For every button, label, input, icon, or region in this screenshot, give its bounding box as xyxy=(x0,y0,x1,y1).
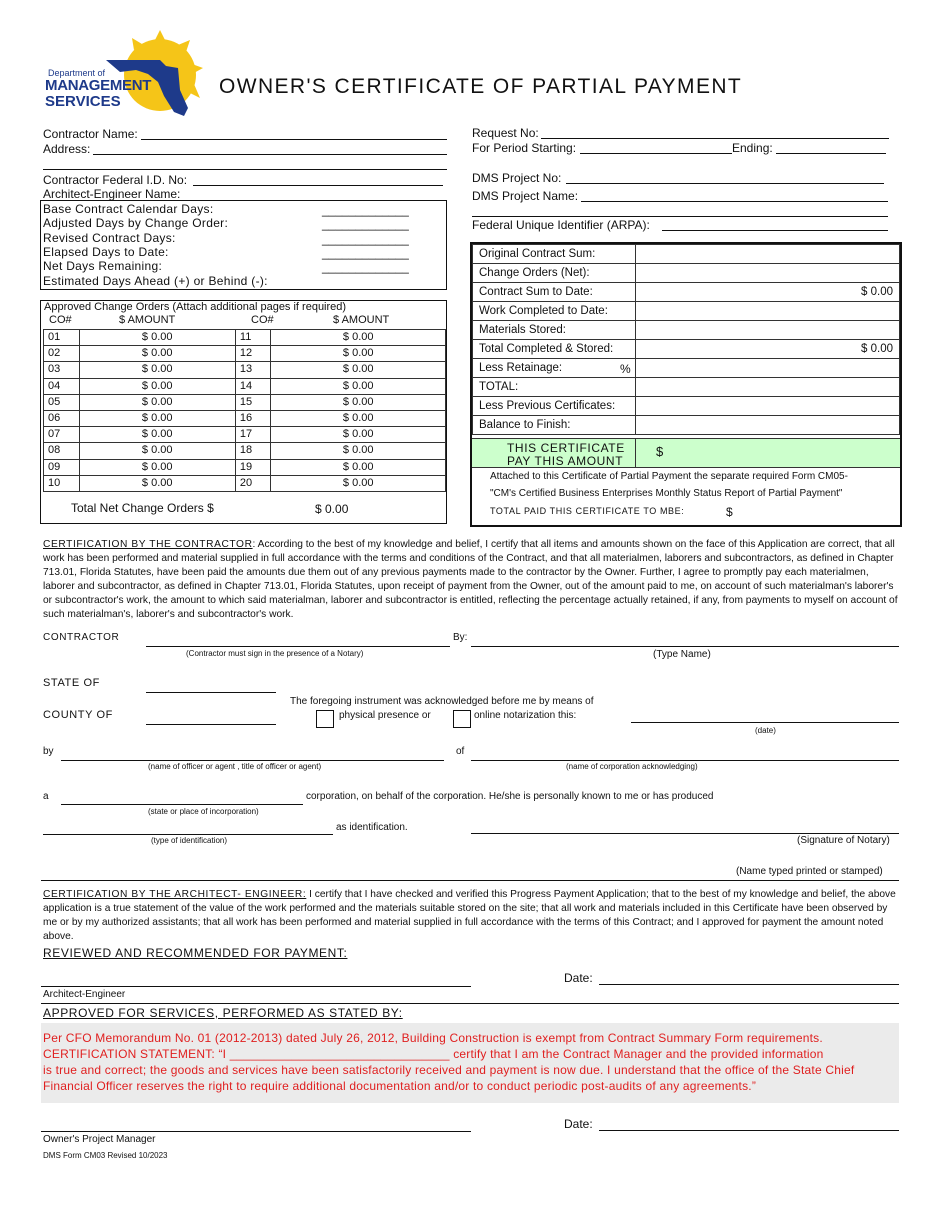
logo-line2: MANAGEMENT xyxy=(45,77,152,94)
summary-value[interactable] xyxy=(636,378,900,397)
co-number[interactable]: 17 xyxy=(235,427,271,443)
dms-logo xyxy=(40,30,210,120)
days-field[interactable]: _____________ xyxy=(322,217,409,232)
pay-line-1: THIS CERTIFICATE xyxy=(507,441,625,455)
physical-presence-checkbox[interactable] xyxy=(316,710,334,728)
table-row xyxy=(44,410,446,426)
corporation-text: corporation, on behalf of the corporation. He/she is personally known to me or has produced xyxy=(306,791,714,802)
dms-project-name-field-2[interactable] xyxy=(472,216,888,217)
cert-architect-paragraph xyxy=(43,888,899,944)
mbe-dollar: $ xyxy=(726,505,733,519)
federal-id-label: Contractor Federal I.D. No: xyxy=(43,173,188,187)
table-row xyxy=(44,475,446,491)
co-number[interactable]: 03 xyxy=(44,362,80,378)
pay-amount-row xyxy=(472,438,900,468)
summary-label: Materials Stored: xyxy=(473,321,636,340)
summary-label: Less Previous Certificates: xyxy=(473,397,636,416)
summary-value[interactable] xyxy=(636,302,900,321)
identification-note: (type of identification) xyxy=(151,836,228,845)
owner-date-field[interactable] xyxy=(599,1130,899,1131)
ending-field[interactable] xyxy=(776,153,886,154)
co-number[interactable]: 09 xyxy=(44,459,80,475)
dms-project-name-label: DMS Project Name: xyxy=(472,189,579,203)
summary-row xyxy=(473,416,900,435)
pay-line-2: PAY THIS AMOUNT xyxy=(507,454,624,468)
county-of-label: COUNTY OF xyxy=(43,709,113,721)
cert-architect-text: I certify that I have checked and verified this Progress Payment Application; that to the best of my knowledge and belief, the above application is a true statement of the value of the work performed and the materials suitable stored on the site; that all work and materials included in this Certificate have been observed by me or by my authorized assistants; that all work has been performed and material supplied in full accordance with the terms of this Contract; and I approved for payment the amount noted above. xyxy=(43,889,896,942)
summary-value[interactable] xyxy=(636,359,900,378)
cert-contractor-paragraph xyxy=(43,538,899,622)
summary-value[interactable] xyxy=(636,321,900,340)
table-row xyxy=(44,459,446,475)
by-officer-label: by xyxy=(43,746,54,757)
acknowledged-text: The foregoing instrument was acknowledged before me by means of xyxy=(290,696,594,707)
summary-value[interactable]: $ 0.00 xyxy=(636,283,900,302)
owner-pm-label: Owner's Project Manager xyxy=(43,1134,156,1145)
officer-note: (name of officer or agent , title of officer or agent) xyxy=(148,762,322,771)
co-number[interactable]: 07 xyxy=(44,427,80,443)
reviewed-heading: REVIEWED AND RECOMMENDED FOR PAYMENT: xyxy=(43,946,348,960)
federal-id-field[interactable] xyxy=(193,185,443,186)
federal-uid-field[interactable] xyxy=(662,230,888,231)
request-no-label: Request No: xyxy=(472,126,539,140)
co-number[interactable]: 01 xyxy=(44,330,80,346)
co-amount[interactable]: $ 0.00 xyxy=(271,443,446,459)
section-divider-2 xyxy=(41,1003,899,1004)
co-number[interactable]: 11 xyxy=(235,330,271,346)
summary-label: TOTAL: xyxy=(473,378,636,397)
state-incorporation-note: (state or place of incorporation) xyxy=(148,807,259,816)
co-number[interactable]: 12 xyxy=(235,346,271,362)
corporation-note: (name of corporation acknowledging) xyxy=(566,762,698,771)
state-incorporation-field[interactable] xyxy=(61,804,303,805)
officer-field[interactable] xyxy=(61,760,444,761)
days-box xyxy=(40,200,447,290)
co-number[interactable]: 13 xyxy=(235,362,271,378)
identification-field[interactable] xyxy=(43,834,333,835)
summary-table xyxy=(472,244,900,435)
table-row xyxy=(44,378,446,394)
summary-value[interactable] xyxy=(636,245,900,264)
dms-project-name-field[interactable] xyxy=(581,201,888,202)
federal-uid-label: Federal Unique Identifier (ARPA): xyxy=(472,218,650,232)
co-amount[interactable]: $ 0.00 xyxy=(271,346,446,362)
co-amount[interactable]: $ 0.00 xyxy=(79,362,235,378)
owner-date-label: Date: xyxy=(564,1117,593,1131)
period-starting-field[interactable] xyxy=(580,153,732,154)
summary-value[interactable]: $ 0.00 xyxy=(636,340,900,359)
cert-contractor-heading: CERTIFICATION BY THE CONTRACTOR xyxy=(43,539,253,550)
co-number[interactable]: 15 xyxy=(235,394,271,410)
co-header-right: CO# xyxy=(251,314,274,326)
architect-date-field[interactable] xyxy=(599,984,899,985)
retainage-percent: % xyxy=(620,362,631,376)
cert-architect-heading: CERTIFICATION BY THE ARCHITECT- ENGINEER: xyxy=(43,889,307,900)
summary-row xyxy=(473,245,900,264)
co-number[interactable]: 14 xyxy=(235,378,271,394)
days-field[interactable]: _____________ xyxy=(322,203,409,217)
co-amount[interactable]: $ 0.00 xyxy=(79,459,235,475)
summary-label: Balance to Finish: xyxy=(473,416,636,435)
table-row xyxy=(44,427,446,443)
days-label: Base Contract Calendar Days: xyxy=(43,202,214,216)
summary-label: Less Retainage: xyxy=(473,359,636,378)
attach-line-1: Attached to this Certificate of Partial Payment the separate required Form CM05- xyxy=(490,471,848,482)
section-divider-1 xyxy=(41,880,899,881)
change-orders-caption: Approved Change Orders (Attach additional pages if required) xyxy=(44,301,347,313)
summary-row xyxy=(473,283,900,302)
co-amount[interactable]: $ 0.00 xyxy=(79,394,235,410)
summary-value[interactable] xyxy=(636,264,900,283)
as-identification-label: as identification. xyxy=(336,822,408,833)
co-amount[interactable]: $ 0.00 xyxy=(271,378,446,394)
form-id: DMS Form CM03 Revised 10/2023 xyxy=(43,1151,168,1160)
summary-row xyxy=(473,397,900,416)
county-of-field[interactable] xyxy=(146,724,276,725)
co-number[interactable]: 10 xyxy=(44,475,80,491)
summary-row xyxy=(473,359,900,378)
days-field[interactable]: _____________ xyxy=(322,231,409,246)
co-number[interactable]: 02 xyxy=(44,346,80,362)
notary-signature-note: (Signature of Notary) xyxy=(797,835,890,846)
co-amount[interactable]: $ 0.00 xyxy=(271,475,446,491)
amount-header-left: $ AMOUNT xyxy=(119,314,176,326)
summary-row xyxy=(473,302,900,321)
co-number[interactable]: 05 xyxy=(44,394,80,410)
notary-name-note: (Name typed printed or stamped) xyxy=(736,866,883,877)
cfo-line-3: is true and correct; the goods and services have been satisfactorily received and payment is now due. I understand that the office of the State Chief xyxy=(43,1063,855,1077)
total-net-change-value: $ 0.00 xyxy=(315,502,349,516)
summary-value[interactable] xyxy=(636,397,900,416)
cfo-statement-block xyxy=(41,1023,899,1103)
table-row xyxy=(44,346,446,362)
request-no-field[interactable] xyxy=(541,138,889,139)
summary-label: Work Completed to Date: xyxy=(473,302,636,321)
architect-engineer-label: Architect-Engineer xyxy=(43,989,126,1000)
change-orders-table xyxy=(43,329,446,492)
summary-label: Contract Sum to Date: xyxy=(473,283,636,302)
contractor-label: CONTRACTOR xyxy=(43,632,120,643)
days-label: Adjusted Days by Change Order: xyxy=(43,216,229,231)
address-field-2[interactable] xyxy=(43,169,447,170)
architect-date-label: Date: xyxy=(564,971,593,985)
summary-row xyxy=(473,340,900,359)
co-number[interactable]: 04 xyxy=(44,378,80,394)
cfo-line-4: Financial Officer reserves the right to require additional documentation and/or to conduct periodic post-audits of any agreements.” xyxy=(43,1079,757,1093)
online-notarization-checkbox[interactable] xyxy=(453,710,471,728)
contractor-signature-line[interactable] xyxy=(146,646,450,647)
table-row xyxy=(44,394,446,410)
summary-row xyxy=(473,378,900,397)
logo-line1: Department of xyxy=(48,68,106,78)
notary-date-field[interactable] xyxy=(631,722,899,723)
days-label: Revised Contract Days: xyxy=(43,230,176,245)
state-of-label: STATE OF xyxy=(43,677,100,689)
co-amount[interactable]: $ 0.00 xyxy=(271,427,446,443)
notary-date-note: (date) xyxy=(755,726,776,735)
type-name-note: (Type Name) xyxy=(653,649,711,660)
days-field[interactable]: _____________ xyxy=(322,260,409,275)
dms-project-no-label: DMS Project No: xyxy=(472,171,562,185)
cert-contractor-text: : According to the best of my knowledge and belief, I certify that all items and amounts shown on the face of this Application are correct, that all work has been performed and material supplied in full accordance with the terms and conditions of the Contract, and that all materialmen, laborers and subcontractors, as defined in Chapter 713.01, Florida Statutes, have been paid the amounts due them out of any previous payments made to the contractor by the Owner. Further, I agree to promptly pay each materialmen, laborer and subcontractor, as defined in Chapter 713.01, Florida Statutes, upon receipt of payment from the Owner, out of the amount paid to me, on account of such materialman's laborer's or subcontractor's work, the amount to which said materialman, laborer and subcontractor is entitled, reflecting the percentage actually retained, if any, from payments to myself on account of such materialman's, laborer's and subcontractor's work. xyxy=(43,539,898,620)
summary-row xyxy=(473,321,900,340)
table-row xyxy=(44,443,446,459)
co-number[interactable]: 19 xyxy=(235,459,271,475)
co-amount[interactable]: $ 0.00 xyxy=(79,330,235,346)
mbe-label: TOTAL PAID THIS CERTIFICATE TO MBE: xyxy=(490,506,685,516)
co-amount[interactable]: $ 0.00 xyxy=(79,427,235,443)
co-amount[interactable]: $ 0.00 xyxy=(271,459,446,475)
table-row xyxy=(44,330,446,346)
co-number[interactable]: 08 xyxy=(44,443,80,459)
by-label: By: xyxy=(453,632,468,643)
summary-label: Change Orders (Net): xyxy=(473,264,636,283)
contractor-name-field[interactable] xyxy=(141,139,447,140)
attach-line-2: "CM's Certified Business Enterprises Monthly Status Report of Partial Payment" xyxy=(490,488,843,499)
approved-heading: APPROVED FOR SERVICES, PERFORMED AS STATED BY: xyxy=(43,1006,403,1020)
notary-signature-line[interactable] xyxy=(471,833,899,834)
co-amount[interactable]: $ 0.00 xyxy=(79,475,235,491)
amount-header-right: $ AMOUNT xyxy=(333,314,390,326)
change-orders-box xyxy=(40,300,447,524)
co-amount[interactable]: $ 0.00 xyxy=(79,346,235,362)
table-row xyxy=(44,362,446,378)
type-name-line[interactable] xyxy=(471,646,899,647)
pay-amount-divider xyxy=(635,439,636,467)
a-label: a xyxy=(43,791,49,802)
co-amount[interactable]: $ 0.00 xyxy=(79,378,235,394)
co-amount[interactable]: $ 0.00 xyxy=(271,394,446,410)
architect-signature-line[interactable] xyxy=(41,986,471,987)
summary-label: Total Completed & Stored: xyxy=(473,340,636,359)
days-field[interactable]: _____________ xyxy=(322,245,409,260)
owner-signature-line[interactable] xyxy=(41,1131,471,1132)
contractor-sign-note: (Contractor must sign in the presence of a Notary) xyxy=(186,649,364,658)
period-starting-label: For Period Starting: xyxy=(472,141,577,155)
co-number[interactable]: 20 xyxy=(235,475,271,491)
logo-line3: SERVICES xyxy=(45,93,121,110)
page-title: OWNER'S CERTIFICATE OF PARTIAL PAYMENT xyxy=(219,75,743,98)
co-amount[interactable]: $ 0.00 xyxy=(79,443,235,459)
co-number[interactable]: 16 xyxy=(235,410,271,426)
co-number[interactable]: 18 xyxy=(235,443,271,459)
days-label: Net Days Remaining: xyxy=(43,259,163,274)
summary-value[interactable] xyxy=(636,416,900,435)
of-label: of xyxy=(456,746,465,757)
state-of-field[interactable] xyxy=(146,692,276,693)
co-amount[interactable]: $ 0.00 xyxy=(271,330,446,346)
summary-box xyxy=(470,242,902,527)
summary-row xyxy=(473,264,900,283)
summary-label: Original Contract Sum: xyxy=(473,245,636,264)
co-amount[interactable]: $ 0.00 xyxy=(79,410,235,426)
days-label: Estimated Days Ahead (+) or Behind (-): xyxy=(43,273,268,288)
co-header-left: CO# xyxy=(49,314,72,326)
architect-name-label: Architect-Engineer Name: xyxy=(43,187,181,201)
online-notarization-label: online notarization this: xyxy=(474,710,577,721)
ending-label: Ending: xyxy=(732,141,773,155)
cfo-line-1: Per CFO Memorandum No. 01 (2012-2013) dated July 26, 2012, Building Construction is exempt from Contract Summary Form requirements. xyxy=(43,1031,823,1045)
days-label: Elapsed Days to Date: xyxy=(43,244,169,259)
total-net-change-label: Total Net Change Orders $ xyxy=(71,501,214,515)
dms-project-no-field[interactable] xyxy=(566,183,884,184)
cfo-line-2: CERTIFICATION STATEMENT: “I ________________________________ certify that I am the Contract Manager and the provided information xyxy=(43,1047,824,1061)
corporation-field[interactable] xyxy=(471,760,899,761)
address-label: Address: xyxy=(43,142,91,156)
pay-dollar: $ xyxy=(656,444,664,459)
contractor-name-label: Contractor Name: xyxy=(43,127,138,141)
address-field[interactable] xyxy=(93,154,447,155)
co-amount[interactable]: $ 0.00 xyxy=(271,410,446,426)
physical-presence-label: physical presence or xyxy=(339,710,431,721)
co-amount[interactable]: $ 0.00 xyxy=(271,362,446,378)
co-number[interactable]: 06 xyxy=(44,410,80,426)
